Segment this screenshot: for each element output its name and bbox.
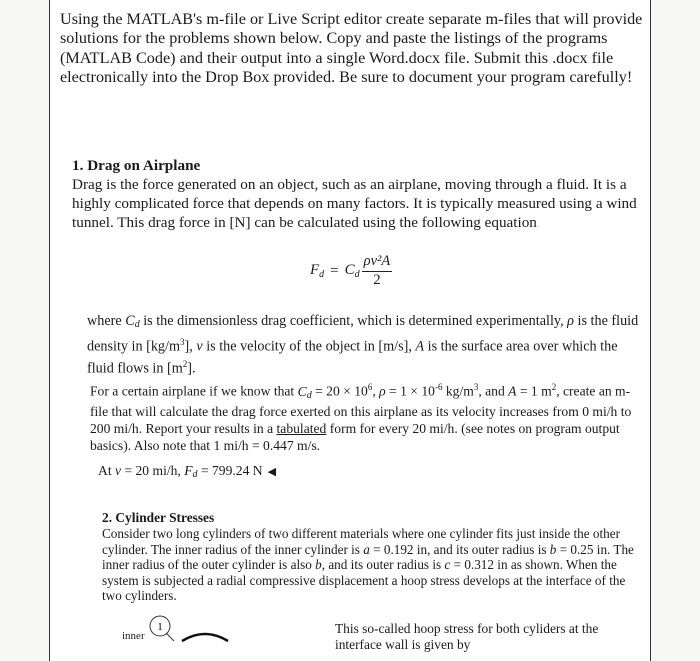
eq-coef: $C_d$ bbox=[344, 262, 360, 280]
intro-paragraph: Using the MATLAB's m-file or Live Script editor create separate m-files that will provide solutions for the problems shown below. Copy and paste the listings of the programs (MATLAB Code) and their output into a single Word.docx file. Submit this .docx file electronically into the Drop Box provided. Be sure to document your program carefully! bbox=[60, 10, 643, 86]
cylinder-arc-figure bbox=[180, 629, 230, 643]
drag-equation bbox=[310, 253, 392, 289]
problem1-section bbox=[72, 156, 644, 232]
problem2-section bbox=[102, 510, 647, 604]
problem2-body: Consider two long cylinders of two different materials where one cylinder fits just inside the other cylinder. The inner radius of the inner cylinder is a = 0.192 in, and its outer radius is b = 0.25 in. The inner radius of the outer cylinder is also b, and its outer radius is c = 0.312 in as shown. When the system is subjected a radial compressive displacement a hoop stress develops at the interface of the two cylinders. bbox=[102, 526, 634, 604]
where-paragraph: where $C_d$ is the dimensionless drag coefficient, which is determined experimentally, ρ is the fluid density in $[kg/m^3]$, v is the velocity of the object in [m/s], A is the surface area over which the fluid flows in $[m^2]$. bbox=[87, 313, 639, 377]
given-paragraph: For a certain airplane if we know that $Cd = 20 \times 10^6$, $\rho = 1 \times 10^{-6}$ $kg/m^3$, and A = 1 $m^2$, create an m-file that will calculate the drag force exerted on this airplane as its velocity increases from 0 mi/h to 200 mi/h. Report your results in a tabulated form for every 20 mi/h. (see notes on program output basics). Also note that 1 mi/h = 0.447 m/s. bbox=[90, 382, 632, 453]
eq-equals: = bbox=[330, 262, 339, 279]
problem1-heading: 1. Drag on Airplane bbox=[72, 157, 201, 174]
figure-label-inner: inner bbox=[122, 630, 145, 642]
eq-denominator: 2 bbox=[373, 272, 381, 288]
figure-callout-number: 1 bbox=[157, 621, 163, 633]
document-page bbox=[49, 0, 651, 661]
eq-lhs: $F_d$ bbox=[310, 262, 325, 280]
problem1-body: Drag is the force generated on an object, such as an airplane, moving through a fluid. It is a highly complicated force that depends on many factors. It is typically measured using a wind tunnel. This drag force in [N] can be calculated using the following equation bbox=[72, 176, 637, 231]
hoop-stress-text: This so-called hoop stress for both cyliders at the interface wall is given by bbox=[335, 621, 599, 652]
answer-check-line: At v = 20 mi/h, Fd = 799.24 N ◀ bbox=[98, 463, 277, 480]
eq-numerator: ρv²A bbox=[362, 253, 393, 272]
pointer-triangle-icon: ◀ bbox=[267, 466, 277, 478]
eq-fraction bbox=[362, 253, 393, 289]
figure-callout-circle bbox=[148, 614, 176, 642]
problem2-heading: 2. Cylinder Stresses bbox=[102, 510, 215, 525]
tabulated-underlined: tabulated bbox=[276, 421, 327, 437]
